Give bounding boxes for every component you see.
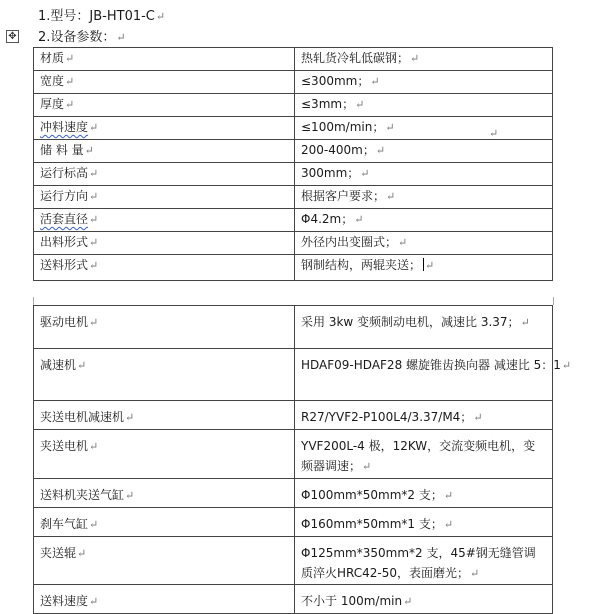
paragraph-mark: ↵: [77, 360, 87, 372]
param-label-cell[interactable]: [34, 163, 295, 186]
paragraph-mark: ↵: [470, 568, 480, 580]
param-label-cell[interactable]: [34, 71, 295, 94]
paragraph-mark: ↵: [89, 260, 99, 272]
param-label-cell[interactable]: [34, 232, 295, 255]
param-value: 采用 3kw 变频制动电机，减速比 3.37；: [301, 315, 520, 329]
paragraph-mark: ↵: [355, 99, 365, 111]
param-label: 减速机: [40, 358, 77, 372]
param-label-cell[interactable]: [34, 537, 295, 585]
table-row: [34, 71, 553, 94]
table-row: [34, 163, 553, 186]
param-label-cell[interactable]: [34, 255, 295, 281]
table-row: [34, 585, 553, 614]
param-label-cell[interactable]: [34, 479, 295, 508]
table-row: [34, 117, 553, 140]
params-table-2: [33, 305, 572, 614]
table-row: [34, 94, 553, 117]
paragraph-mark: ↵: [403, 596, 413, 608]
param-label-cell[interactable]: [34, 140, 295, 163]
param-value-cell[interactable]: [295, 186, 553, 209]
param-label-cell[interactable]: [34, 48, 295, 71]
param-value: ≤300mm；: [301, 74, 370, 88]
param-value: Φ125mm*350mm*2 支，45#钢无缝管调质淬火HRC42-50，表面磨光；: [301, 546, 536, 580]
paragraph-mark: ↵: [398, 237, 408, 249]
param-value: 不小于 100m/min: [301, 594, 403, 608]
param-label-cell[interactable]: [34, 117, 295, 140]
paragraph-mark: ↵: [443, 490, 454, 502]
paragraph-mark: ↵: [125, 490, 135, 502]
paragraph-mark: ↵: [410, 53, 420, 65]
paragraph-mark: ↵: [89, 596, 99, 608]
page-crop-mark: [553, 297, 554, 305]
paragraph-mark: ↵: [561, 360, 572, 372]
table-row: [34, 401, 553, 430]
table-move-handle-icon[interactable]: ✥: [6, 30, 19, 43]
param-label-cell[interactable]: [34, 349, 295, 401]
param-value-cell[interactable]: [295, 401, 553, 430]
param-label-cell[interactable]: [34, 508, 295, 537]
param-value-cell[interactable]: [295, 209, 553, 232]
paragraph-mark: ↵: [89, 168, 99, 180]
paragraph-mark: ↵: [370, 76, 380, 88]
paragraph-mark: ↵: [386, 191, 396, 203]
paragraph-mark: ↵: [89, 191, 99, 203]
heading-model: 1.型号：JB-HT01-C↵: [38, 9, 166, 24]
paragraph-mark: ↵: [65, 99, 75, 111]
param-value-cell[interactable]: [295, 479, 553, 508]
param-value: 钢制结构，两辊夹送；: [301, 258, 422, 272]
text-cursor: [423, 258, 424, 271]
param-value-cell[interactable]: [295, 585, 553, 614]
paragraph-mark: ↵: [425, 260, 435, 272]
param-value: 200-400m；: [301, 143, 375, 157]
paragraph-mark: ↵: [443, 519, 454, 531]
param-value: Φ160mm*50mm*1 支；: [301, 517, 443, 531]
param-label: 夹送电机: [40, 439, 89, 453]
param-value: HDAF09-HDAF28 螺旋锥齿换向器 减速比 5：1: [301, 358, 561, 372]
param-label: 送料形式: [40, 258, 89, 272]
param-value-cell[interactable]: [295, 255, 553, 281]
param-label: 厚度: [40, 97, 65, 111]
param-value-cell[interactable]: [295, 232, 553, 255]
param-label-cell[interactable]: [34, 306, 295, 349]
param-label: 材质: [40, 51, 65, 65]
table-row: [34, 508, 553, 537]
param-value-cell[interactable]: [295, 306, 553, 349]
param-value-cell[interactable]: [295, 94, 553, 117]
table-row: [34, 232, 553, 255]
paragraph-mark: ↵: [89, 317, 99, 329]
param-value: ≤100m/min；: [301, 120, 385, 134]
param-value: 300mm；: [301, 166, 360, 180]
param-value-cell[interactable]: [295, 117, 553, 140]
paragraph-mark: ↵: [375, 145, 386, 157]
paragraph-mark: ↵: [520, 317, 530, 329]
param-label: 宽度: [40, 74, 65, 88]
param-label-cell[interactable]: [34, 209, 295, 232]
paragraph-mark: ↵: [84, 145, 94, 157]
param-label: 夹送电机减速机: [40, 410, 125, 424]
param-value-cell[interactable]: [295, 140, 553, 163]
param-label-cell[interactable]: [34, 585, 295, 614]
paragraph-mark: ↵: [65, 53, 75, 65]
table-row: [34, 430, 553, 479]
param-label-cell[interactable]: [34, 186, 295, 209]
param-label: 出料形式: [40, 235, 89, 249]
param-label: 送料速度: [40, 594, 89, 608]
paragraph-mark: ↵: [354, 214, 364, 226]
param-label: 刹车气缸: [40, 517, 89, 531]
param-value-cell[interactable]: [295, 537, 553, 585]
table-row: [34, 48, 553, 71]
table-row: [34, 537, 553, 585]
table-row: [34, 209, 553, 232]
param-value-cell[interactable]: [295, 430, 553, 479]
table-row: [34, 140, 553, 163]
page-crop-mark: [33, 297, 34, 305]
param-value-cell[interactable]: [295, 163, 553, 186]
param-value-cell[interactable]: [295, 71, 553, 94]
param-label-cell[interactable]: [34, 401, 295, 430]
table-row: [34, 479, 553, 508]
param-value: ≤3mm；: [301, 97, 355, 111]
paragraph-mark: ↵: [385, 122, 395, 134]
param-value: Φ100mm*50mm*2 支；: [301, 488, 443, 502]
paragraph-mark: ↵: [89, 441, 99, 453]
paragraph-mark: ↵: [89, 214, 99, 226]
param-value-cell[interactable]: [295, 349, 572, 401]
paragraph-mark: ↵: [77, 548, 87, 560]
paragraph-mark: ↵: [65, 76, 75, 88]
param-label: 送料机夹送气缸: [40, 488, 125, 502]
paragraph-mark: ↵: [362, 461, 372, 473]
paragraph-mark: ↵: [473, 412, 483, 424]
table-row: [34, 186, 553, 209]
param-label-cell[interactable]: [34, 430, 295, 479]
param-value-cell[interactable]: [295, 508, 553, 537]
param-value: 根据客户要求；: [301, 189, 386, 203]
table-row: [34, 349, 553, 401]
param-value: Φ4.2m；: [301, 212, 354, 226]
param-value: R27/YVF2-P100L4/3.37/M4；: [301, 410, 473, 424]
params-table-1: [33, 47, 553, 281]
paragraph-mark: ↵: [360, 168, 370, 180]
param-label: 储 料 量: [40, 143, 84, 157]
paragraph-mark: ↵: [89, 122, 99, 134]
param-value: 外径内出变圈式；: [301, 235, 398, 249]
param-label: 冲料速度: [40, 120, 89, 134]
param-label: 驱动电机: [40, 315, 89, 329]
param-label: 运行方向: [40, 189, 89, 203]
heading-params: 2.设备参数：↵: [38, 30, 126, 45]
end-of-cell-marker: ↵: [489, 128, 499, 140]
param-value: 热轧货冷轧低碳钢；: [301, 51, 410, 65]
table-row: [34, 306, 553, 349]
param-value-cell[interactable]: [295, 48, 553, 71]
paragraph-mark: ↵: [125, 412, 135, 424]
param-label: 活套直径: [40, 212, 89, 226]
paragraph-mark: ↵: [89, 519, 99, 531]
param-value: YVF200L-4 极，12KW，交流变频电机，变频器调速；: [301, 439, 536, 473]
param-label: 运行标高: [40, 166, 89, 180]
paragraph-mark: ↵: [89, 237, 99, 249]
param-label-cell[interactable]: [34, 94, 295, 117]
param-label: 夹送辊: [40, 546, 77, 560]
table-row: [34, 255, 553, 281]
